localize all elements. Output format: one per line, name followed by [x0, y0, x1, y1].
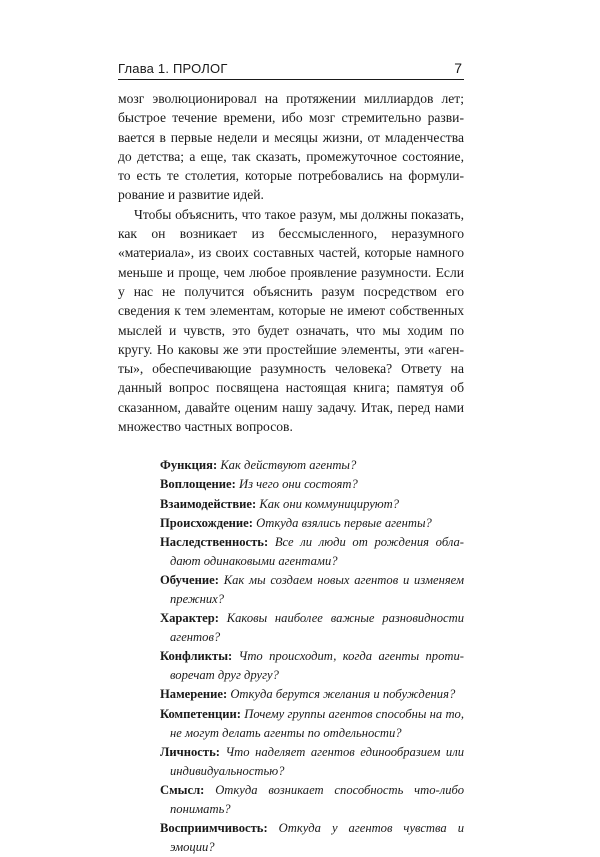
- book-page: [118, 60, 464, 857]
- running-header: [118, 60, 464, 80]
- question-item: [160, 819, 464, 857]
- question-text: Откуда возникает способность что-либо понимать?: [170, 782, 464, 817]
- question-text: Что наделяет агентов единообразием или индивидуальностью?: [170, 744, 464, 778]
- question-text: Откуда у агентов чувства и эмоции?: [170, 821, 464, 855]
- question-term: Характер:: [160, 611, 219, 626]
- chapter-title: Глава 1. ПРОЛОГ: [118, 61, 228, 76]
- question-item: [160, 781, 464, 819]
- question-term: Обучение:: [160, 572, 219, 587]
- question-item: [160, 685, 464, 704]
- question-item: [160, 647, 464, 685]
- question-term: Наследственность:: [160, 534, 269, 549]
- question-term: Личность:: [160, 744, 220, 759]
- question-text: Откуда взялись первые агенты?: [256, 515, 432, 530]
- question-item: [160, 495, 464, 514]
- question-item: [160, 456, 464, 475]
- question-term: Намерение:: [160, 687, 228, 702]
- question-text: Почему группы агентов способны на то, не могут делать агенты по отдельности?: [170, 706, 464, 740]
- question-term: Восприимчивость:: [160, 821, 268, 836]
- question-term: Конфликты:: [160, 649, 233, 664]
- question-list: [118, 456, 464, 857]
- question-text: Из чего они состоят?: [239, 477, 358, 492]
- question-text: Что происходит, когда агенты противоречат друг другу?: [170, 649, 464, 683]
- question-term: Происхождение:: [160, 515, 253, 530]
- question-text: Откуда берутся желания и побуждения?: [230, 687, 456, 702]
- question-item: [160, 609, 464, 647]
- paragraph: Чтобы объяснить, что такое разум, мы должны показать, как он возникает из бессмысленного, неразумного «материала», из своих составных частей, которые намного меньше и проще, чем любое проявление разумности. Если у нас не получится объяснить разум посредством его сведения к тем элементам, которые не имеют собственных мыслей и чувств, это будет означать, что мы ходим по кругу. Но каковы же эти простейшие элементы, эти «агенты», обеспечивающие разумность человека? Ответу на данный вопрос посвящена настоящая книга; памятуя об сказанном, давайте оценим нашу задачу. Итак, перед нами множество частных вопросов.: [118, 206, 464, 435]
- question-term: Компетенции:: [160, 706, 241, 721]
- question-item: [160, 571, 464, 609]
- question-item: [160, 533, 464, 571]
- body-text: [118, 89, 464, 436]
- question-item: [160, 743, 464, 781]
- question-term: Функция:: [160, 458, 218, 473]
- question-text: Каковы наиболее важные разновидности агентов?: [170, 611, 464, 645]
- question-text: Как действуют агенты?: [220, 458, 357, 473]
- paragraph: мозг эволюционировал на протяжении миллиардов лет; быстрое течение времени, ибо мозг стремительно развивается в первые недели и месяцы жизни, от младенчества до детства; а еще, так сказать, промежуточное состояние, то есть те столетия, которые потребовались на формулирование и развитие идей.: [118, 91, 464, 203]
- question-item: [160, 705, 464, 743]
- question-term: Взаимодействие:: [160, 496, 257, 511]
- page-number: 7: [454, 60, 462, 76]
- question-text: Как они коммуницируют?: [259, 496, 400, 511]
- question-item: [160, 514, 464, 533]
- question-term: Смысл:: [160, 782, 205, 797]
- question-text: Все ли люди от рождения обладают одинаковыми агентами?: [170, 534, 464, 568]
- question-term: Воплощение:: [160, 477, 236, 492]
- question-item: [160, 475, 464, 494]
- question-text: Как мы создаем новых агентов и изменяем прежних?: [170, 572, 464, 606]
